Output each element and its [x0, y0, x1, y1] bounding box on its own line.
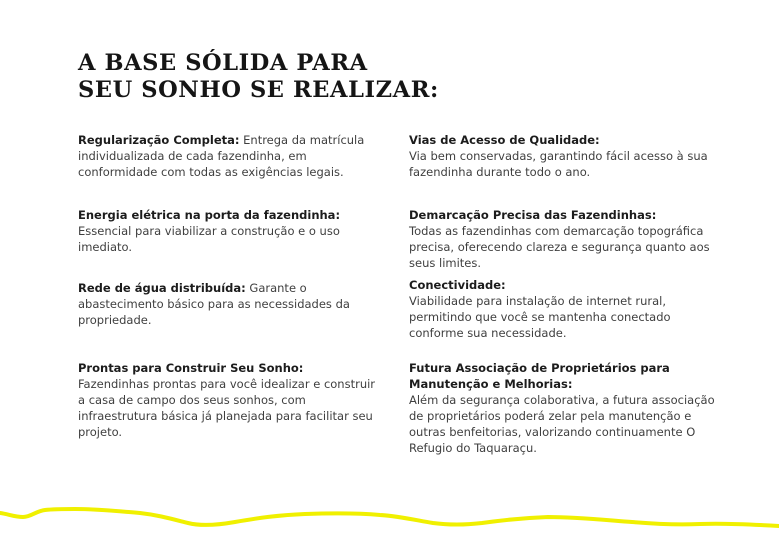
feature-title: Rede de água distribuída: [78, 281, 246, 295]
feature-title: Demarcação Precisa das Fazendinhas: [409, 208, 657, 222]
feature-title: Conectividade: [409, 278, 506, 292]
feature-energia-eletrica [78, 207, 385, 255]
page-title [78, 50, 439, 104]
feature-title: Regularização Completa: [78, 133, 240, 147]
feature-body: Via bem conservadas, garantindo fácil acesso à sua fazendinha durante todo o ano. [409, 149, 708, 179]
feature-body: Viabilidade para instalação de internet rural, permitindo que você se mantenha conectado conforme sua necessidade. [409, 294, 671, 340]
feature-associacao [409, 360, 719, 456]
feature-body: Todas as fazendinhas com demarcação topográfica precisa, oferecendo clareza e segurança quanto aos seus limites. [409, 224, 710, 270]
feature-body: Fazendinhas prontas para você idealizar e construir a casa de campo dos seus sonhos, com infraestrutura básica já planejada para facilitar seu projeto. [78, 377, 376, 439]
page-title-line-2: SEU SONHO SE REALIZAR: [78, 77, 439, 103]
yellow-wave-line [0, 480, 779, 551]
feature-title: Prontas para Construir Seu Sonho: [78, 361, 304, 375]
page-title-line-1: A BASE SÓLIDA PARA [78, 50, 368, 76]
feature-title: Vias de Acesso de Qualidade: [409, 133, 600, 147]
feature-regularizacao [78, 132, 385, 180]
feature-title: Futura Associação de Proprietários para Manutenção e Melhorias: [409, 361, 670, 391]
feature-prontas-construir [78, 360, 385, 440]
feature-body: Além da segurança colaborativa, a futura associação de proprietários poderá zelar pela manutenção e outras benfeitorias, valorizando continuamente O Refugio do Taquaraçu. [409, 393, 715, 455]
feature-body: Garante o abastecimento básico para as necessidades da propriedade. [78, 281, 350, 327]
wave-svg [0, 480, 779, 551]
wave-path [0, 509, 779, 526]
feature-vias-acesso [409, 132, 719, 180]
feature-demarcacao [409, 207, 719, 271]
feature-body: Entrega da matrícula individualizada de cada fazendinha, em conformidade com todas as exigências legais. [78, 133, 365, 179]
feature-title: Energia elétrica na porta da fazendinha: [78, 208, 341, 222]
feature-conectividade [409, 277, 719, 341]
feature-rede-agua [78, 280, 385, 328]
feature-body: Essencial para viabilizar a construção e o uso imediato. [78, 224, 340, 254]
